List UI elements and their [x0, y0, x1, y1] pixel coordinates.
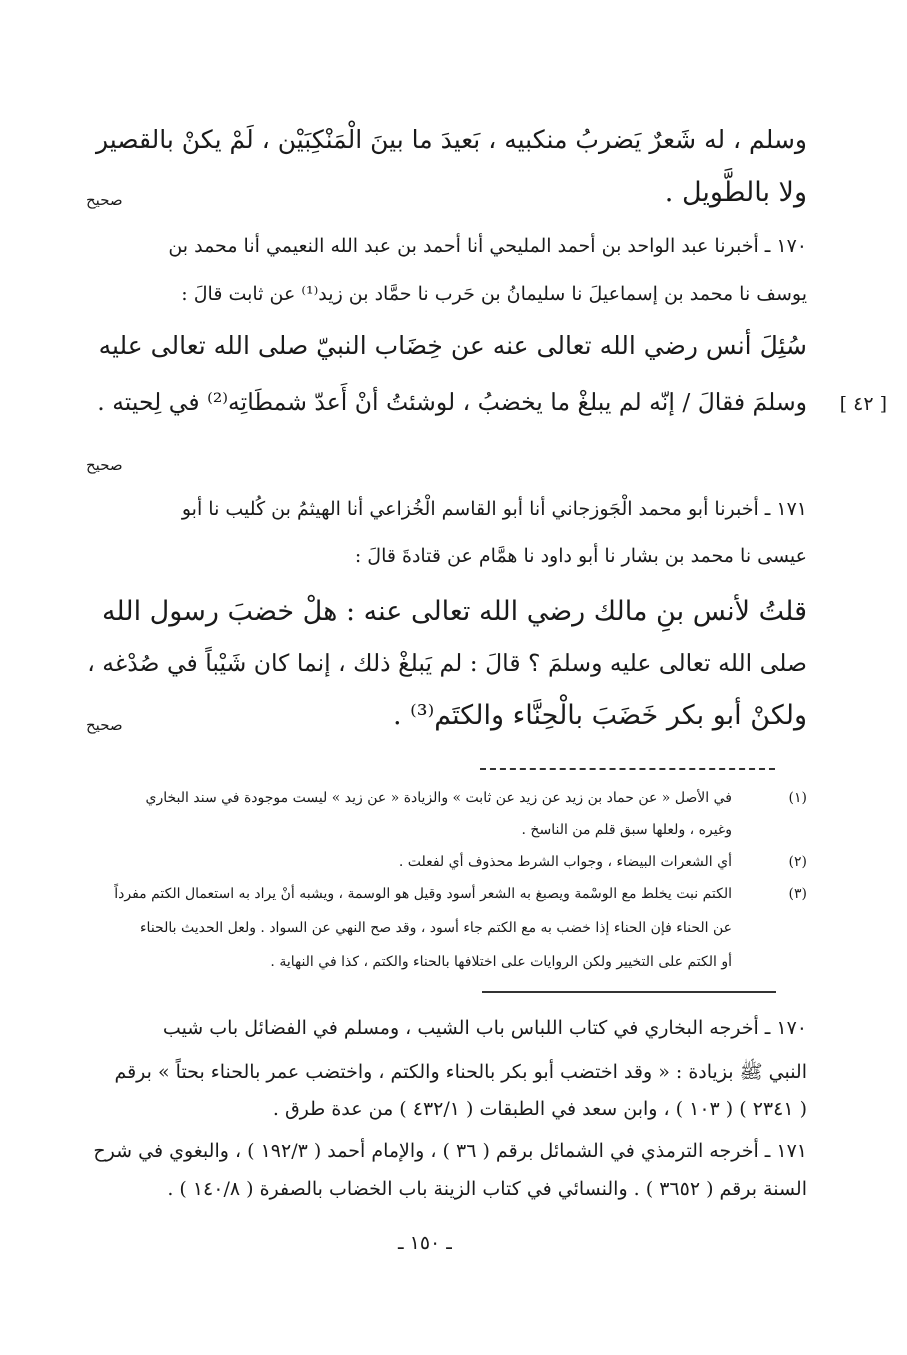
page-number: ـ ١٥٠ ـ	[398, 1232, 452, 1254]
footnote-number: (١)	[788, 790, 807, 806]
footnote-line: أي الشعرات البيضاء ، وجواب الشرط محذوف أي لفعلت .	[398, 854, 732, 870]
footnote-line: في الأصل « عن حماد بن زيد عن زيد عن ثابت » والزيادة « عن زيد » ليست موجودة في سند البخاري	[145, 790, 732, 806]
matn-line: سُئِلَ أنس رضي الله تعالى عنه عن خِضَاب النبيّ صلى الله تعالى عليه	[98, 331, 807, 360]
page-marker: [ ٤٢ ]	[839, 393, 887, 415]
footnote-separator	[480, 768, 775, 770]
takhrij-line: ( ٢٣٤١ ) ( ١٠٣ ) ، وابن سعد في الطبقات ( ٤٣٢/١ ) من عدة طرق .	[272, 1098, 807, 1120]
takhrij-line: السنة برقم ( ٣٦٥٢ ) . والنسائي في كتاب الزينة باب الخضاب بالصفرة ( ١٤٠/٨ ) .	[167, 1178, 807, 1200]
matn-line: قلتُ لأنس بنِ مالك رضي الله تعالى عنه : هلْ خضبَ رسول الله	[101, 596, 807, 627]
takhrij-line: ١٧١ ـ أخرجه الترمذي في الشمائل برقم ( ٣٦ ) ، والإمام أحمد ( ١٩٢/٣ ) ، والبغوي في شرح	[93, 1140, 807, 1162]
isnad-line: عيسى نا محمد بن بشار نا أبو داود نا همَّام عن قتادةَ قالَ :	[354, 545, 807, 567]
takhrij-line: النبي ﷺ بزيادة : « وقد اختضب أبو بكر بالحناء والكتم ، واختضب عمر بالحناء بحتاً » برقم	[114, 1061, 807, 1083]
isnad-line: ١٧١ ـ أخبرنا أبو محمد الْجَوزجاني أنا أبو القاسم الْخُزاعي أنا الهيثمُ بن كُليب نا أبو	[181, 498, 807, 520]
grade-label: صحيح	[86, 191, 123, 209]
footnote-number: (٢)	[788, 854, 807, 870]
isnad-line: ١٧٠ ـ أخبرنا عبد الواحد بن أحمد المليحي أنا أحمد بن عبد الله النعيمي أنا محمد بن	[168, 235, 807, 257]
grade-label: صحيح	[86, 716, 123, 734]
matn-line: ولكنْ أبو بكر خَضَبَ بالْحِنَّاء والكتَم⁽³⁾ .	[392, 700, 807, 731]
matn-line: وسلم ، له شَعرٌ يَضربُ منكبيه ، بَعيدَ ما بينَ الْمَنْكِبَيْن ، لَمْ يكنْ بالقصير	[95, 125, 807, 154]
matn-line: ولا بالطَّويل .	[664, 177, 807, 208]
matn-line: صلى الله تعالى عليه وسلمَ ؟ قالَ : لم يَبلغْ ذلك ، إنما كان شَيْباً في صُدْغه ،	[87, 649, 807, 677]
takhrij-line: ١٧٠ ـ أخرجه البخاري في كتاب اللباس باب الشيب ، ومسلم في الفضائل باب شيب	[162, 1017, 807, 1039]
footnote-line: عن الحناء فإن الحناء إذا خضب به مع الكتم جاء أسود ، وقد صح النهي عن السواد . ولعل الحديث بالحناء	[139, 920, 732, 936]
footnote-line: أو الكتم على التخيير ولكن الروايات على اختلافها بالحناء والكتم ، كذا في النهاية .	[270, 954, 732, 970]
footnote-line: الكتم نبت يخلط مع الوسْمة ويصبغ به الشعر أسود وقيل هو الوسمة ، ويشبه أنْ يراد به استعمال الكتم مفرداً	[114, 886, 732, 902]
matn-line: وسلمَ فقالَ / إنّه لم يبلغْ ما يخضبُ ، لوشئتُ أنْ أَعدّ شمطَاتِه⁽²⁾ في لِحيته .	[97, 388, 807, 416]
isnad-line: يوسف نا محمد بن إسماعيلَ نا سليمانُ بن حَرب نا حمَّاد بن زيد⁽¹⁾ عن ثابت قالَ :	[181, 283, 807, 305]
grade-label: صحيح	[86, 456, 123, 474]
footnote-line: وغيره ، ولعلها سبق قلم من الناسخ .	[521, 822, 732, 838]
takhrij-separator	[482, 991, 776, 993]
footnote-number: (٣)	[788, 886, 807, 902]
